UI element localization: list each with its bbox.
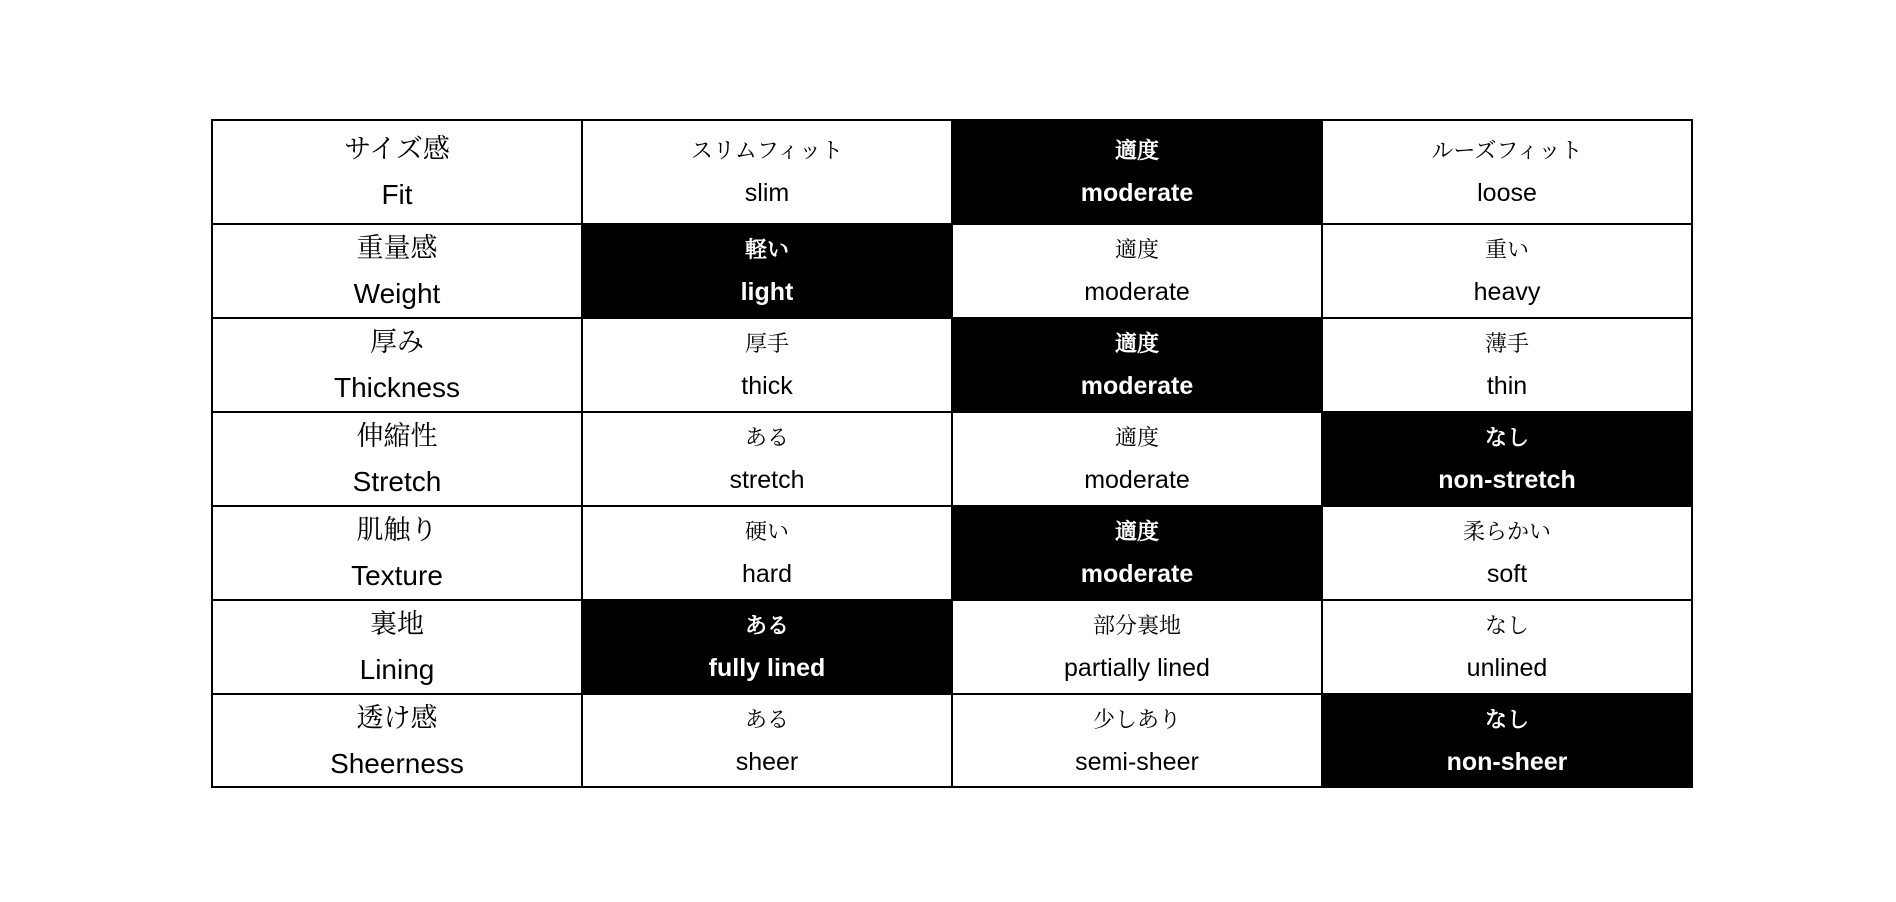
option-cell xyxy=(582,120,952,224)
row-label-jp: 厚み xyxy=(370,327,424,357)
option-label-jp: 重い xyxy=(1484,237,1529,262)
option-label-jp: なし xyxy=(1484,425,1529,450)
spec-table-body xyxy=(212,120,1692,787)
option-label-en: loose xyxy=(1477,179,1537,207)
option-cell-selected xyxy=(582,600,952,694)
row-label-texture xyxy=(212,506,582,600)
spec-row-thickness xyxy=(212,318,1692,412)
option-cell xyxy=(952,412,1322,506)
option-label-jp: 部分裏地 xyxy=(1092,613,1181,638)
option-label-jp: 厚手 xyxy=(744,331,789,356)
option-cell xyxy=(1322,224,1692,318)
spec-row-sheerness xyxy=(212,694,1692,787)
option-label-jp: 適度 xyxy=(1114,237,1159,262)
option-label-en: thick xyxy=(741,372,793,400)
option-cell xyxy=(582,694,952,787)
option-label-jp: 軽い xyxy=(744,237,789,262)
option-cell xyxy=(1322,600,1692,694)
option-cell xyxy=(952,600,1322,694)
option-label-jp: 適度 xyxy=(1114,138,1159,163)
option-label-jp: ある xyxy=(744,613,789,638)
option-cell-selected xyxy=(952,120,1322,224)
option-label-jp: 適度 xyxy=(1114,331,1159,356)
option-label-en: heavy xyxy=(1473,278,1541,306)
row-label-en: Sheerness xyxy=(330,747,464,779)
option-label-jp: ある xyxy=(744,706,789,732)
row-label-sheerness xyxy=(212,694,582,787)
row-label-jp: 重量感 xyxy=(356,233,438,263)
option-label-jp: ルーズフィット xyxy=(1431,138,1583,163)
row-label-jp: 肌触り xyxy=(356,515,438,545)
option-cell xyxy=(952,694,1322,787)
row-label-jp: 伸縮性 xyxy=(356,421,438,451)
row-label-en: Thickness xyxy=(333,372,461,403)
row-label-weight xyxy=(212,224,582,318)
option-label-jp: 適度 xyxy=(1114,425,1159,450)
option-label-en: moderate xyxy=(1084,278,1190,306)
row-label-thickness xyxy=(212,318,582,412)
option-label-en: soft xyxy=(1486,560,1528,588)
option-label-jp: なし xyxy=(1484,706,1529,732)
row-label-stretch xyxy=(212,412,582,506)
row-label-en: Stretch xyxy=(352,466,442,497)
option-label-en: light xyxy=(740,278,794,306)
row-label-en: Fit xyxy=(381,179,413,210)
option-cell xyxy=(582,412,952,506)
option-cell-selected xyxy=(1322,412,1692,506)
option-cell xyxy=(582,506,952,600)
option-label-en: slim xyxy=(744,179,790,207)
row-label-jp: 裏地 xyxy=(370,609,424,639)
row-label-en: Weight xyxy=(353,278,441,309)
option-label-jp: 適度 xyxy=(1114,519,1159,544)
spec-row-fit xyxy=(212,120,1692,224)
row-label-fit xyxy=(212,120,582,224)
option-label-en: moderate xyxy=(1080,372,1194,400)
spec-row-texture xyxy=(212,506,1692,600)
option-label-jp: ある xyxy=(744,425,789,450)
option-cell xyxy=(1322,506,1692,600)
option-label-jp: 薄手 xyxy=(1484,331,1529,356)
option-cell-selected xyxy=(1322,694,1692,787)
option-label-en: partially lined xyxy=(1064,654,1210,682)
option-label-jp: 柔らかい xyxy=(1462,519,1551,544)
product-spec-table xyxy=(211,119,1693,788)
option-label-jp: なし xyxy=(1484,613,1529,638)
row-label-jp: 透け感 xyxy=(356,702,438,733)
option-cell xyxy=(582,318,952,412)
spec-row-weight xyxy=(212,224,1692,318)
option-label-en: non-stretch xyxy=(1438,466,1576,494)
option-label-en: moderate xyxy=(1080,179,1194,207)
option-label-en: non-sheer xyxy=(1446,747,1568,776)
option-label-en: sheer xyxy=(735,747,799,776)
option-label-en: stretch xyxy=(729,466,805,494)
spec-row-lining xyxy=(212,600,1692,694)
option-label-jp: 硬い xyxy=(744,519,789,544)
option-label-en: unlined xyxy=(1466,654,1548,682)
row-label-jp: サイズ感 xyxy=(344,134,450,164)
option-label-en: moderate xyxy=(1084,466,1190,494)
option-cell xyxy=(952,224,1322,318)
option-cell xyxy=(1322,318,1692,412)
option-cell xyxy=(1322,120,1692,224)
row-label-lining xyxy=(212,600,582,694)
option-cell-selected xyxy=(582,224,952,318)
option-label-en: moderate xyxy=(1080,560,1194,588)
row-label-en: Texture xyxy=(351,560,443,591)
option-label-jp: 少しあり xyxy=(1092,706,1181,732)
option-label-en: thin xyxy=(1486,372,1528,400)
option-label-en: hard xyxy=(741,560,793,588)
spec-row-stretch xyxy=(212,412,1692,506)
option-label-en: semi-sheer xyxy=(1075,747,1199,776)
option-cell-selected xyxy=(952,318,1322,412)
row-label-en: Lining xyxy=(359,654,435,685)
option-cell-selected xyxy=(952,506,1322,600)
option-label-jp: スリムフィット xyxy=(690,138,844,163)
option-label-en: fully lined xyxy=(708,654,826,682)
